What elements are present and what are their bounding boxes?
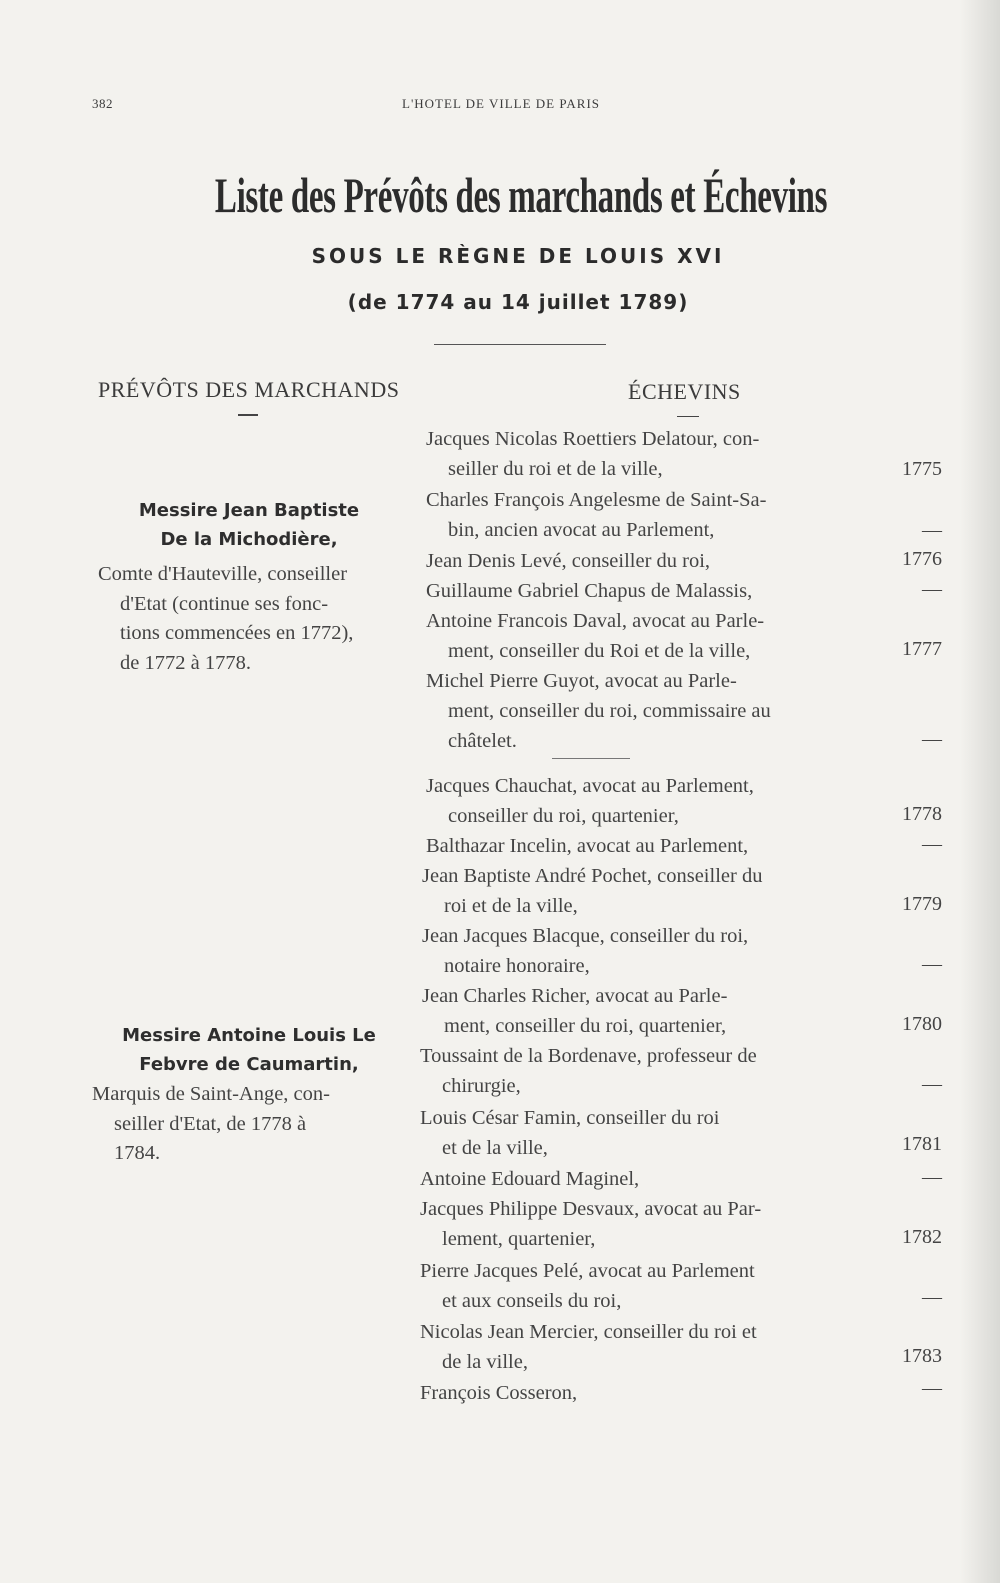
- echevin-line: roi et de la ville,: [444, 895, 578, 917]
- echevins-heading-dash: [677, 416, 699, 417]
- echevin-line: Jean Charles Richer, avocat au Parle-: [422, 985, 728, 1007]
- page-edge-shadow: [960, 0, 1000, 1583]
- echevin-line: Balthazar Incelin, avocat au Parlement,: [426, 835, 749, 857]
- echevin-line: Jean Baptiste André Pochet, conseiller du: [422, 865, 763, 887]
- echevin-line: et de la ville,: [442, 1137, 548, 1159]
- echevin-line: Jean Jacques Blacque, conseiller du roi,: [422, 925, 749, 947]
- echevin-year: 1778: [902, 803, 942, 825]
- date-range: (de 1774 au 14 juillet 1789): [347, 290, 689, 314]
- echevin-line: Pierre Jacques Pelé, avocat au Parlement: [420, 1260, 755, 1282]
- section-rule: [552, 758, 630, 759]
- echevin-entry: [422, 981, 877, 1041]
- prevot-description: [92, 1080, 330, 1169]
- echevin-line: François Cosseron,: [420, 1382, 578, 1404]
- prevot-name-line: Febvre de Caumartin,: [139, 1054, 359, 1075]
- echevin-entry: [420, 1164, 875, 1194]
- echevin-entry: [420, 1103, 875, 1163]
- echevin-year: —: [922, 1073, 942, 1095]
- echevin-line: Nicolas Jean Mercier, conseiller du roi et: [420, 1321, 757, 1343]
- echevin-year: 1782: [902, 1226, 942, 1248]
- echevin-entry: [426, 576, 881, 606]
- prevot-desc-line: Marquis de Saint-Ange, con-: [92, 1083, 330, 1105]
- page-title: Liste des Prévôts des marchands et Échevins: [214, 167, 828, 223]
- echevins-heading: ÉCHEVINS: [628, 379, 741, 404]
- echevin-year: 1783: [902, 1345, 942, 1367]
- echevin-year: 1777: [902, 638, 942, 660]
- prevot-name: [108, 1021, 390, 1079]
- echevin-line: Antoine Edouard Maginel,: [420, 1168, 640, 1190]
- echevin-line: Jacques Philippe Desvaux, avocat au Par-: [420, 1198, 762, 1220]
- echevin-line: ment, conseiller du Roi et de la ville,: [448, 640, 751, 662]
- echevin-entry: [426, 606, 881, 666]
- echevin-line: chirurgie,: [442, 1075, 521, 1097]
- prevot-desc-line: d'Etat (continue ses fonc-: [120, 592, 329, 615]
- prevots-heading: PRÉVÔTS DES MARCHANDS: [98, 377, 400, 402]
- echevin-entry: [420, 1194, 875, 1254]
- echevin-line: seiller du roi et de la ville,: [448, 458, 663, 480]
- echevin-entry: [426, 771, 881, 831]
- echevin-entry: [426, 666, 881, 756]
- echevin-entry: [426, 485, 881, 545]
- prevot-name-line: Messire Antoine Louis Le: [122, 1025, 376, 1046]
- page-number: 382: [92, 96, 113, 111]
- echevin-line: Guillaume Gabriel Chapus de Malassis,: [426, 580, 753, 602]
- echevin-year: —: [922, 578, 942, 600]
- echevin-year: —: [922, 728, 942, 750]
- echevin-line: châtelet.: [448, 730, 517, 752]
- echevin-line: Charles François Angelesme de Saint-Sa-: [426, 489, 767, 511]
- echevin-line: ment, conseiller du roi, quartenier,: [444, 1015, 727, 1037]
- echevin-year: —: [922, 1286, 942, 1308]
- echevin-line: bin, ancien avocat au Parlement,: [448, 519, 715, 541]
- echevin-line: ment, conseiller du roi, commissaire au: [448, 700, 771, 722]
- echevin-entry: [420, 1256, 875, 1316]
- echevin-entry: [426, 546, 881, 576]
- echevin-year: —: [922, 1377, 942, 1399]
- echevin-entry: [426, 424, 881, 484]
- title-rule: [434, 344, 606, 345]
- echevin-line: notaire honoraire,: [444, 955, 590, 977]
- echevin-entry: [422, 861, 877, 921]
- echevin-line: Antoine Francois Daval, avocat au Parle-: [426, 610, 765, 632]
- prevot-desc-line: de 1772 à 1778.: [120, 651, 251, 674]
- echevin-line: lement, quartenier,: [442, 1228, 596, 1250]
- echevin-entry: [420, 1378, 875, 1408]
- prevot-desc-line: Comte d'Hauteville, conseiller: [98, 563, 348, 585]
- prevot-desc-line: seiller d'Etat, de 1778 à: [114, 1112, 307, 1135]
- echevin-line: Jean Denis Levé, conseiller du roi,: [426, 550, 711, 572]
- echevin-year: —: [922, 1166, 942, 1188]
- echevin-entry: [422, 921, 877, 981]
- echevin-entry: [420, 1041, 875, 1101]
- echevin-line: Louis César Famin, conseiller du roi: [420, 1107, 720, 1129]
- echevin-line: de la ville,: [442, 1351, 528, 1373]
- prevot-desc-line: 1784.: [114, 1142, 161, 1164]
- prevot-name-line: De la Michodière,: [160, 529, 338, 550]
- echevin-year: 1776: [902, 548, 942, 570]
- echevin-line: Toussaint de la Bordenave, professeur de: [420, 1045, 757, 1067]
- running-title: L'HOTEL DE VILLE DE PARIS: [402, 96, 601, 111]
- echevin-line: conseiller du roi, quartenier,: [448, 805, 679, 827]
- page-subtitle: SOUS LE RÈGNE DE LOUIS XVI: [311, 244, 725, 268]
- echevin-year: 1781: [902, 1133, 942, 1155]
- echevin-year: —: [922, 953, 942, 975]
- echevin-line: et aux conseils du roi,: [442, 1290, 622, 1312]
- echevin-entry: [420, 1317, 875, 1377]
- prevot-desc-line: tions commencées en 1772),: [120, 622, 354, 644]
- prevots-heading-dash: [238, 414, 258, 416]
- echevin-entry: [426, 831, 881, 861]
- prevot-name-line: Messire Jean Baptiste: [138, 500, 360, 521]
- echevin-line: Michel Pierre Guyot, avocat au Parle-: [426, 670, 737, 692]
- echevin-year: 1779: [902, 893, 942, 915]
- echevin-year: —: [922, 519, 942, 541]
- echevin-year: 1775: [902, 458, 942, 480]
- echevin-line: Jacques Nicolas Roettiers Delatour, con-: [426, 428, 760, 450]
- prevot-name: [108, 496, 390, 554]
- echevin-year: —: [922, 833, 942, 855]
- echevin-year: 1780: [902, 1013, 942, 1035]
- prevot-description: [98, 560, 353, 678]
- echevin-line: Jacques Chauchat, avocat au Parlement,: [426, 775, 754, 797]
